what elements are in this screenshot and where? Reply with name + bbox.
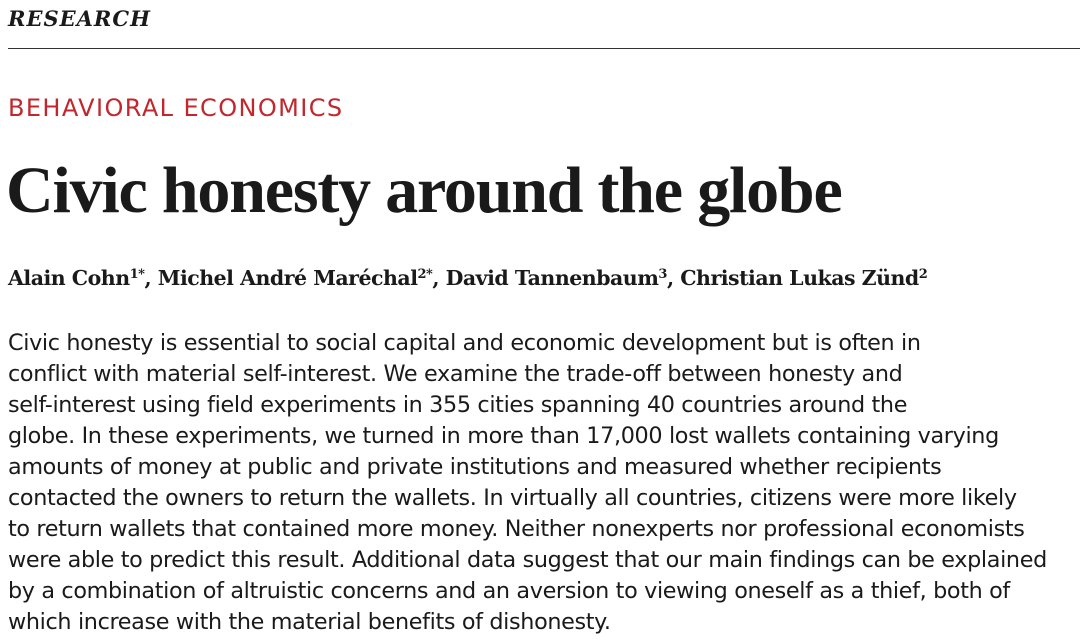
abstract-line: conflict with material self-interest. We examine the trade-off between honesty and (8, 361, 903, 387)
abstract-line: were able to predict this result. Additional data suggest that our main findings can be explained (8, 547, 1047, 573)
article-title: Civic honesty around the globe (6, 154, 842, 227)
abstract-line: contacted the owners to return the wallets. In virtually all countries, citizens were more likely (8, 485, 1017, 511)
abstract-line: by a combination of altruistic concerns and an aversion to viewing oneself as a thief, both of (8, 578, 1010, 604)
abstract-line: Civic honesty is essential to social capital and economic development but is often in (8, 330, 921, 356)
abstract (8, 328, 1074, 638)
author-affiliation: 2 (918, 267, 928, 282)
author: Alain Cohn$^{1*}$, (8, 266, 158, 290)
author: David Tannenbaum$^3$, (445, 266, 681, 290)
abstract-line: amounts of money at public and private institutions and measured whether recipients (8, 454, 942, 480)
author-name: Christian Lukas Zünd (680, 266, 919, 290)
author-affiliation: 2* (417, 267, 433, 282)
abstract-line: to return wallets that contained more money. Neither nonexperts nor professional economists (8, 516, 1025, 542)
author: Michel André Maréchal$^{2*}$, (157, 266, 446, 290)
author-affiliation: 1* (129, 267, 145, 282)
article-category: BEHAVIORAL ECONOMICS (8, 94, 344, 122)
abstract-line: globe. In these experiments, we turned in more than 17,000 lost wallets containing varying (8, 423, 999, 449)
abstract-line: which increase with the material benefits of dishonesty. (8, 609, 611, 635)
author-name: Alain Cohn (8, 266, 130, 290)
author-list (8, 266, 927, 290)
author (680, 266, 927, 290)
author-affiliation: 3 (658, 267, 667, 282)
author-name: David Tannenbaum (445, 266, 659, 290)
header-divider (8, 48, 1080, 49)
abstract-line: self-interest using field experiments in 355 cities spanning 40 countries around the (8, 392, 908, 418)
author-name: Michel André Maréchal (157, 266, 418, 290)
section-label: RESEARCH (8, 6, 151, 31)
